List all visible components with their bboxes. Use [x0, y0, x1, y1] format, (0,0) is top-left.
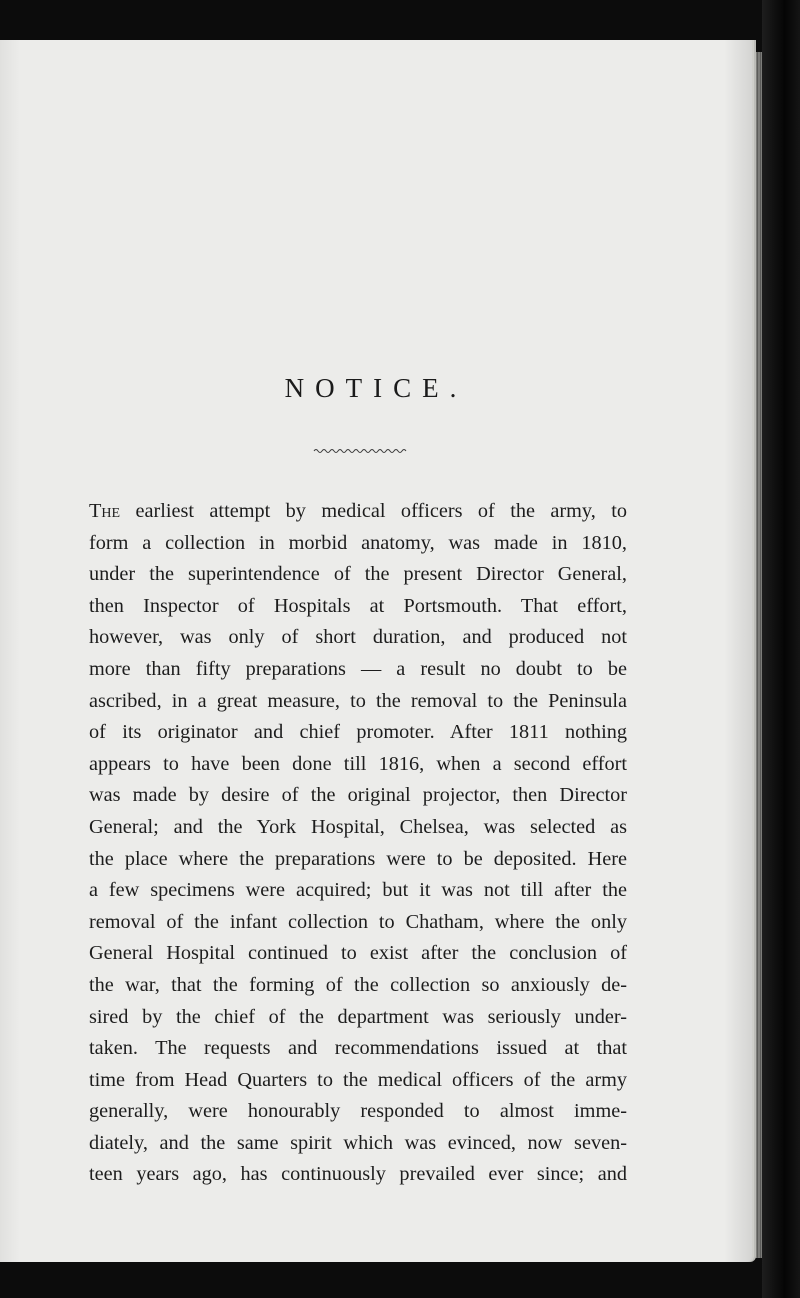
text-line: General Hospital continued to exist after the conclusion of: [89, 942, 627, 965]
text-line: of its originator and chief promoter. After 1811 nothing: [89, 721, 627, 744]
text-line: the war, that the forming of the collection so anxiously de-: [89, 973, 627, 996]
text-line: was made by desire of the original projector, then Director: [89, 784, 627, 807]
text-line: time from Head Quarters to the medical officers of the army: [89, 1068, 627, 1091]
text-line: form a collection in morbid anatomy, was made in 1810,: [89, 531, 627, 554]
text-line: ascribed, in a great measure, to the removal to the Peninsula: [89, 689, 627, 712]
text-line: teen years ago, has continuously prevailed ever since; and: [89, 1163, 627, 1186]
text-line: appears to have been done till 1816, when a second effort: [89, 752, 627, 775]
text-line: then Inspector of Hospitals at Portsmouth. That effort,: [89, 594, 627, 617]
text-line: the place where the preparations were to be deposited. Here: [89, 847, 627, 870]
text-line: The earliest attempt by medical officers of the army, to: [89, 500, 627, 522]
text-line: sired by the chief of the department was seriously under-: [89, 1005, 627, 1028]
ornamental-rule: [312, 446, 408, 456]
book-page: [0, 40, 752, 1262]
text-line: taken. The requests and recommendations issued at that: [89, 1037, 627, 1060]
text-line: more than fifty preparations — a result no doubt to be: [89, 657, 627, 680]
text-line: diately, and the same spirit which was evinced, now seven-: [89, 1131, 627, 1154]
page-heading: NOTICE.: [284, 373, 468, 403]
text-line: a few specimens were acquired; but it was not till after the: [89, 879, 627, 902]
text-line: under the superintendence of the present Director General,: [89, 563, 627, 586]
page-edges: [752, 52, 762, 1258]
text-line: however, was only of short duration, and produced not: [89, 626, 627, 649]
first-word: The: [89, 500, 121, 522]
book-binding: [762, 0, 800, 1298]
text-line: removal of the infant collection to Chatham, where the only: [89, 910, 627, 933]
text-line: General; and the York Hospital, Chelsea, was selected as: [89, 815, 627, 838]
text-line: generally, were honourably responded to almost imme-: [89, 1100, 627, 1123]
notice-body: [89, 496, 627, 1191]
